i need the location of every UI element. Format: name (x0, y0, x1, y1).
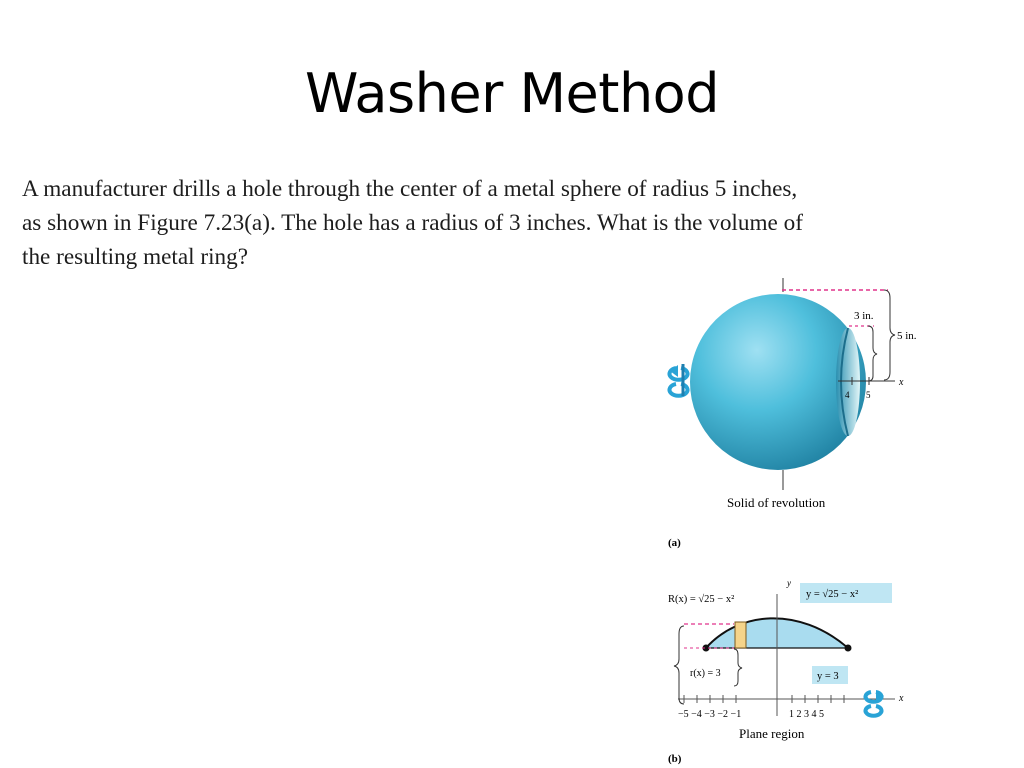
representative-rectangle (735, 622, 746, 648)
positive-tick-labels: 1 2 3 4 5 (789, 709, 824, 720)
radius-bracket (884, 290, 895, 380)
y-axis-label: y (787, 578, 791, 588)
outer-curve-label: y = √25 − x² (806, 589, 859, 600)
figure-a-panel-label: (a) (668, 537, 681, 549)
drilled-hole (836, 328, 860, 436)
hole-radius-label: 3 in. (854, 310, 874, 322)
problem-line: as shown in Figure 7.23(a). The hole has a radius of 3 inches. What is the volume of (22, 210, 803, 236)
tick-label-4: 4 (845, 390, 850, 400)
sphere-radius-label: 5 in. (897, 330, 917, 342)
outer-radius-bracket (674, 626, 684, 704)
hole-bracket (868, 326, 877, 381)
x-axis-label: x (899, 377, 904, 388)
negative-tick-labels: −5 −4 −3 −2 −1 (678, 709, 742, 720)
figure-b-caption: Plane region (739, 726, 805, 741)
figure-a (668, 278, 917, 549)
outer-radius-label: R(x) = √25 − x² (668, 594, 735, 605)
x-axis-label: x (899, 693, 904, 704)
inner-radius-label: r(x) = 3 (690, 668, 721, 679)
rotation-arrow-icon (669, 364, 687, 396)
figure-a-caption: Solid of revolution (727, 495, 826, 510)
rotation-arrow-icon (866, 690, 885, 716)
inner-line-label: y = 3 (817, 671, 839, 682)
problem-line: A manufacturer drills a hole through the center of a metal sphere of radius 5 inches, (22, 176, 798, 202)
problem-line: the resulting metal ring? (22, 244, 249, 270)
tick-label-5: 5 (866, 390, 871, 400)
figure-b-panel-label: (b) (668, 753, 682, 765)
figure-b (668, 578, 904, 765)
slide-title: Washer Method (304, 62, 719, 125)
inner-radius-bracket (734, 649, 742, 686)
